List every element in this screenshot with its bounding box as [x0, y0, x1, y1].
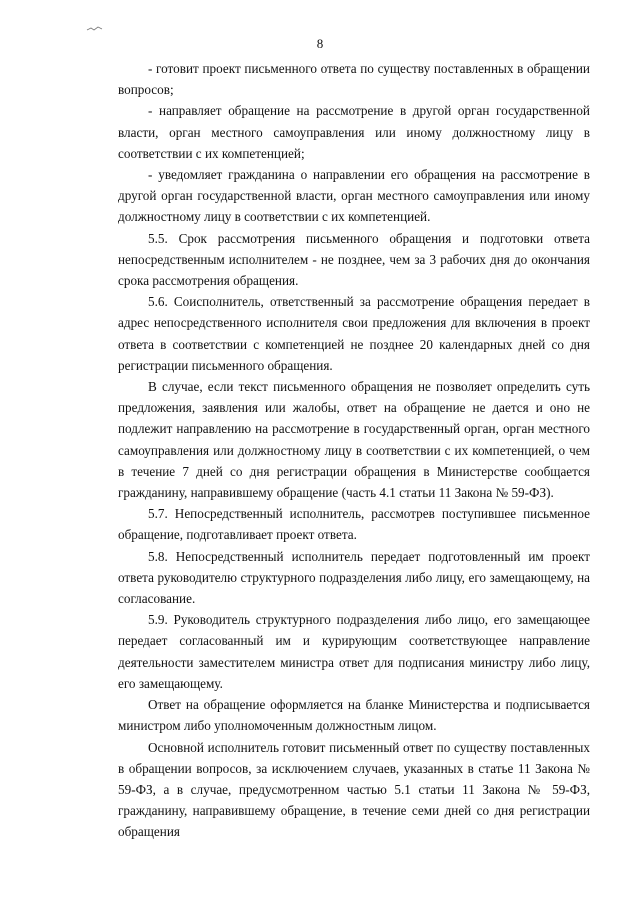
paragraph-main-executor: Основной исполнитель готовит письменный ответ по существу поставленных в обращении вопросов, за исключением случаев, указанных в статье 11 Закона № 59-ФЗ, а в случае, предусмотренном частью 5.1 статьи 11 Закона № 59-ФЗ, гражданину, направившему обращение, в течение семи дней со дня регистрации обращения [118, 739, 590, 840]
clause-5-8: 5.8. Непосредственный исполнитель передает подготовленный им проект ответа руководителю структурного подразделения либо лицу, его замещающему, на согласование. [118, 548, 590, 607]
page-number: 8 [316, 36, 324, 51]
paragraph-answer-form: Ответ на обращение оформляется на бланке Министерства и подписывается министром либо уполномоченным должностным лицом. [118, 697, 590, 734]
scan-artifact-mark [86, 26, 104, 32]
clause-5-6: 5.6. Соисполнитель, ответственный за рассмотрение обращения передает в адрес непосредственного исполнителя свои предложения для включения в проект ответа в соответствии с компетенцией не позднее 20 календарных дней со дня регистрации письменного обращения. [118, 294, 590, 373]
list-item-notify-citizen: - уведомляет гражданина о направлении его обращения на рассмотрение в другой орган государственной власти, орган местного самоуправления или иному должностному лицу в соответствии с их компетенцией. [118, 167, 590, 225]
clause-5-5: 5.5. Срок рассмотрения письменного обращения и подготовки ответа непосредственным исполнителем - не позднее, чем за 3 рабочих дня до окончания срока рассмотрения обращения. [118, 230, 590, 289]
paragraph-unclear-appeal: В случае, если текст письменного обращения не позволяет определить суть предложения, заявления или жалобы, ответ на обращение не дается и оно не подлежит направлению на рассмотрение в государственный орган, орган местного самоуправления или должностному лицу в соответствии с их компетенцией, о чем в течение 7 дней со дня регистрации обращения в Министерстве сообщается гражданину, направившему обращение (часть 4.1 статьи 11 Закона № 59-ФЗ). [118, 379, 590, 501]
list-item-prepare-answer: - готовит проект письменного ответа по существу поставленных в обращении вопросов; [118, 61, 590, 98]
list-item-redirect-appeal: - направляет обращение на рассмотрение в другой орган государственной власти, орган местного самоуправления или иному должностному лицу в соответствии с их компетенцией; [118, 103, 590, 161]
clause-5-9: 5.9. Руководитель структурного подразделения либо лицо, его замещающее передает согласованный им и курирующим соответствующее направление деятельности заместителем министра ответ для подписания министру либо лицу, его замещающему. [118, 612, 590, 691]
clause-5-7: 5.7. Непосредственный исполнитель, рассмотрев поступившее письменное обращение, подготавливает проект ответа. [118, 506, 590, 543]
document-body [118, 58, 590, 843]
